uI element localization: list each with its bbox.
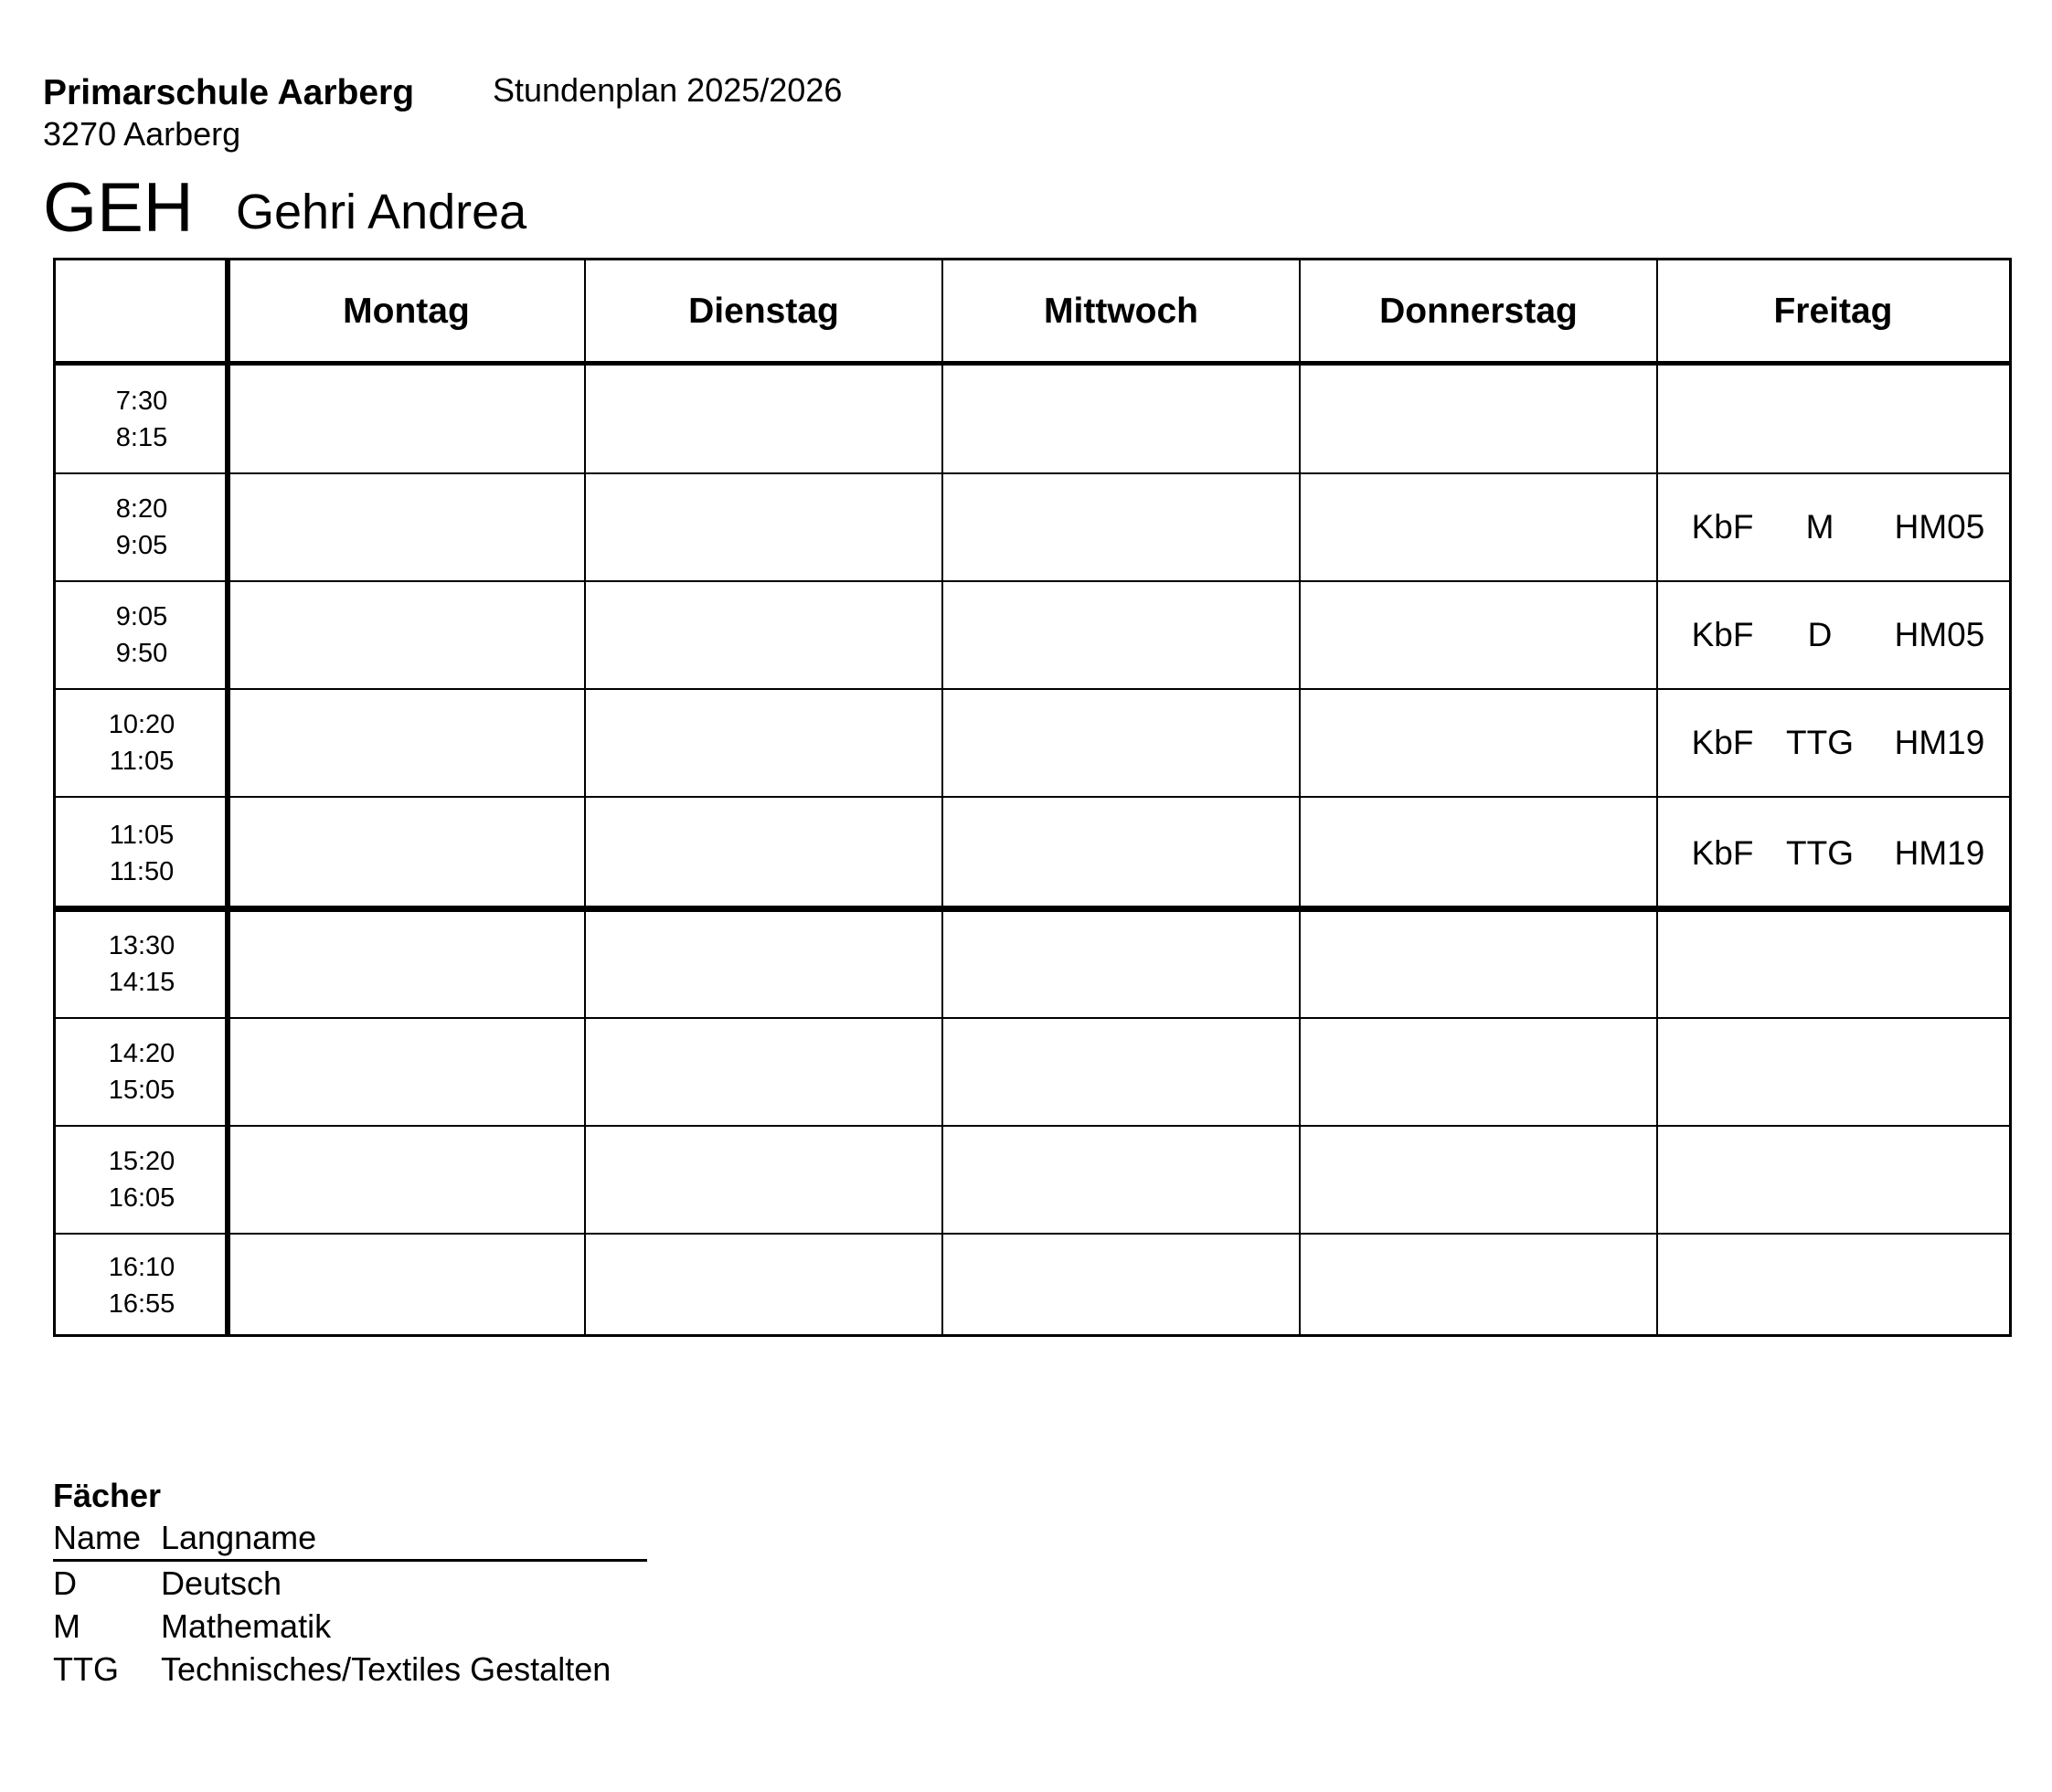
period-time bbox=[56, 1234, 228, 1337]
period-start: 13:30 bbox=[108, 930, 175, 960]
period-time bbox=[56, 581, 228, 689]
lesson-class: KbF bbox=[1691, 616, 1754, 653]
grid-line-horizontal bbox=[56, 1233, 2009, 1235]
legend-title: Fächer bbox=[53, 1477, 162, 1514]
teacher-code: GEH bbox=[43, 169, 194, 247]
lesson-room: HM05 bbox=[1894, 616, 1985, 653]
lesson-subject: D bbox=[1807, 616, 1833, 653]
day-header: Freitag bbox=[1773, 291, 1893, 331]
legend-header-longname: Langname bbox=[161, 1519, 317, 1556]
legend-subject-longname: Deutsch bbox=[161, 1564, 282, 1602]
legend-header bbox=[53, 1517, 647, 1562]
school-address: 3270 Aarberg bbox=[43, 115, 241, 153]
period-time bbox=[56, 1018, 228, 1126]
lesson-room: HM05 bbox=[1894, 508, 1985, 546]
period-time bbox=[56, 473, 228, 581]
period-end: 8:15 bbox=[115, 422, 168, 452]
period-start: 10:20 bbox=[108, 710, 175, 739]
period-start: 8:20 bbox=[115, 494, 168, 524]
period-time bbox=[56, 689, 228, 797]
teacher-name: Gehri Andrea bbox=[236, 185, 527, 239]
legend-subject-code: D bbox=[53, 1564, 77, 1602]
period-time bbox=[56, 909, 228, 1018]
day-header: Dienstag bbox=[688, 291, 839, 331]
lesson-class: KbF bbox=[1691, 508, 1754, 546]
lesson-subject: M bbox=[1805, 508, 1834, 546]
day-header: Montag bbox=[343, 291, 470, 331]
period-end: 9:05 bbox=[115, 531, 168, 560]
period-end: 16:05 bbox=[108, 1183, 175, 1213]
legend-subject-code: TTG bbox=[53, 1650, 119, 1688]
period-end: 14:15 bbox=[108, 967, 175, 997]
lesson-entry[interactable] bbox=[1670, 473, 2009, 581]
period-start: 15:20 bbox=[108, 1147, 175, 1176]
period-time bbox=[56, 797, 228, 909]
period-end: 9:50 bbox=[115, 639, 168, 668]
lesson-entry[interactable] bbox=[1670, 581, 2009, 689]
grid-line-horizontal bbox=[56, 1125, 2009, 1127]
period-end: 11:50 bbox=[109, 856, 175, 886]
school-name: Primarschule Aarberg bbox=[43, 73, 415, 112]
lesson-subject: TTG bbox=[1786, 833, 1854, 872]
lesson-class: KbF bbox=[1691, 833, 1754, 872]
legend-subject-longname: Mathematik bbox=[161, 1607, 332, 1645]
lesson-entry[interactable] bbox=[1670, 797, 2009, 909]
lesson-entry[interactable] bbox=[1670, 689, 2009, 797]
period-start: 9:05 bbox=[115, 602, 168, 631]
period-end: 16:55 bbox=[108, 1288, 175, 1319]
day-header: Donnerstag bbox=[1379, 291, 1578, 331]
lesson-class: KbF bbox=[1691, 724, 1754, 761]
legend-header-name: Name bbox=[53, 1519, 142, 1556]
period-start: 14:20 bbox=[108, 1039, 175, 1068]
period-end: 11:05 bbox=[109, 747, 175, 776]
period-time bbox=[56, 1126, 228, 1234]
period-end: 15:05 bbox=[108, 1076, 175, 1105]
period-start: 7:30 bbox=[115, 386, 168, 416]
legend-subject-code: M bbox=[53, 1607, 80, 1645]
period-time bbox=[56, 365, 228, 473]
timetable-grid bbox=[53, 258, 2012, 1337]
legend-subject-longname: Technisches/Textiles Gestalten bbox=[161, 1650, 611, 1688]
grid-line-horizontal bbox=[56, 1017, 2009, 1019]
lesson-room: HM19 bbox=[1894, 833, 1985, 872]
period-start: 11:05 bbox=[109, 820, 175, 850]
day-header: Mittwoch bbox=[1044, 291, 1198, 331]
lesson-room: HM19 bbox=[1894, 724, 1985, 761]
period-start: 16:10 bbox=[108, 1252, 175, 1282]
lesson-subject: TTG bbox=[1786, 724, 1854, 761]
plan-title: Stundenplan 2025/2026 bbox=[493, 71, 843, 109]
